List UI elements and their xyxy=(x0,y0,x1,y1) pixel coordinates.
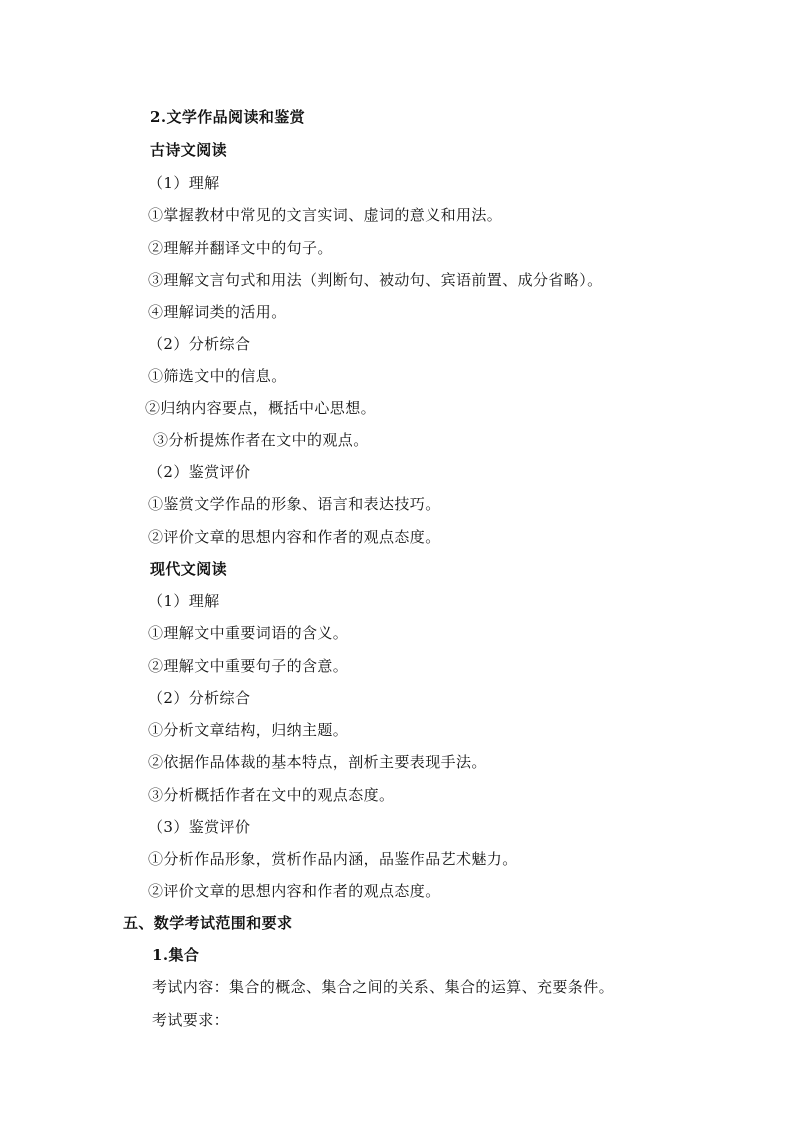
list-item: ①鉴赏文学作品的形象、语言和表达技巧。 xyxy=(148,495,441,513)
heading-classical-reading: 古诗文阅读 xyxy=(150,141,228,159)
list-item: ②归纳内容要点，概括中心思想。 xyxy=(145,399,377,417)
list-item: ①筛选文中的信息。 xyxy=(148,367,287,385)
list-item: ③分析提炼作者在文中的观点。 xyxy=(153,431,369,449)
item-heading-analysis: （2）分析综合 xyxy=(148,689,251,707)
item-heading-analysis: （2）分析综合 xyxy=(148,335,251,353)
list-item: ①分析文章结构，归纳主题。 xyxy=(148,721,349,739)
item-heading-understanding: （1）理解 xyxy=(148,592,220,610)
list-item: ②理解并翻译文中的句子。 xyxy=(148,239,333,257)
list-item: ②评价文章的思想内容和作者的观点态度。 xyxy=(148,528,441,546)
list-item: ①掌握教材中常见的文言实词、虚词的意义和用法。 xyxy=(148,206,503,224)
subsection-heading-literary-reading: 2.文学作品阅读和鉴赏 xyxy=(150,108,306,126)
list-item: ①理解文中重要词语的含义。 xyxy=(148,624,349,642)
list-item: ②理解文中重要句子的含意。 xyxy=(148,657,349,675)
item-heading-appreciation: （2）鉴赏评价 xyxy=(148,463,251,481)
item-heading-appreciation: （3）鉴赏评价 xyxy=(148,818,251,836)
item-heading-understanding: （1）理解 xyxy=(148,174,220,192)
list-item: ③理解文言句式和用法（判断句、被动句、宾语前置、成分省略）。 xyxy=(148,271,603,289)
heading-modern-reading: 现代文阅读 xyxy=(150,560,228,578)
list-item: ②评价文章的思想内容和作者的观点态度。 xyxy=(148,882,441,900)
section-heading-math: 五、数学考试范围和要求 xyxy=(123,914,293,932)
list-item: ④理解词类的活用。 xyxy=(148,303,287,321)
exam-content-text: 考试内容：集合的概念、集合之间的关系、集合的运算、充要条件。 xyxy=(152,978,615,996)
list-item: ②依据作品体裁的基本特点，剖析主要表现手法。 xyxy=(148,753,487,771)
list-item: ③分析概括作者在文中的观点态度。 xyxy=(148,786,395,804)
exam-requirements-label: 考试要求： xyxy=(152,1011,230,1029)
list-item: ①分析作品形象，赏析作品内涵，品鉴作品艺术魅力。 xyxy=(148,850,518,868)
subsection-heading-sets: 1.集合 xyxy=(152,946,200,964)
